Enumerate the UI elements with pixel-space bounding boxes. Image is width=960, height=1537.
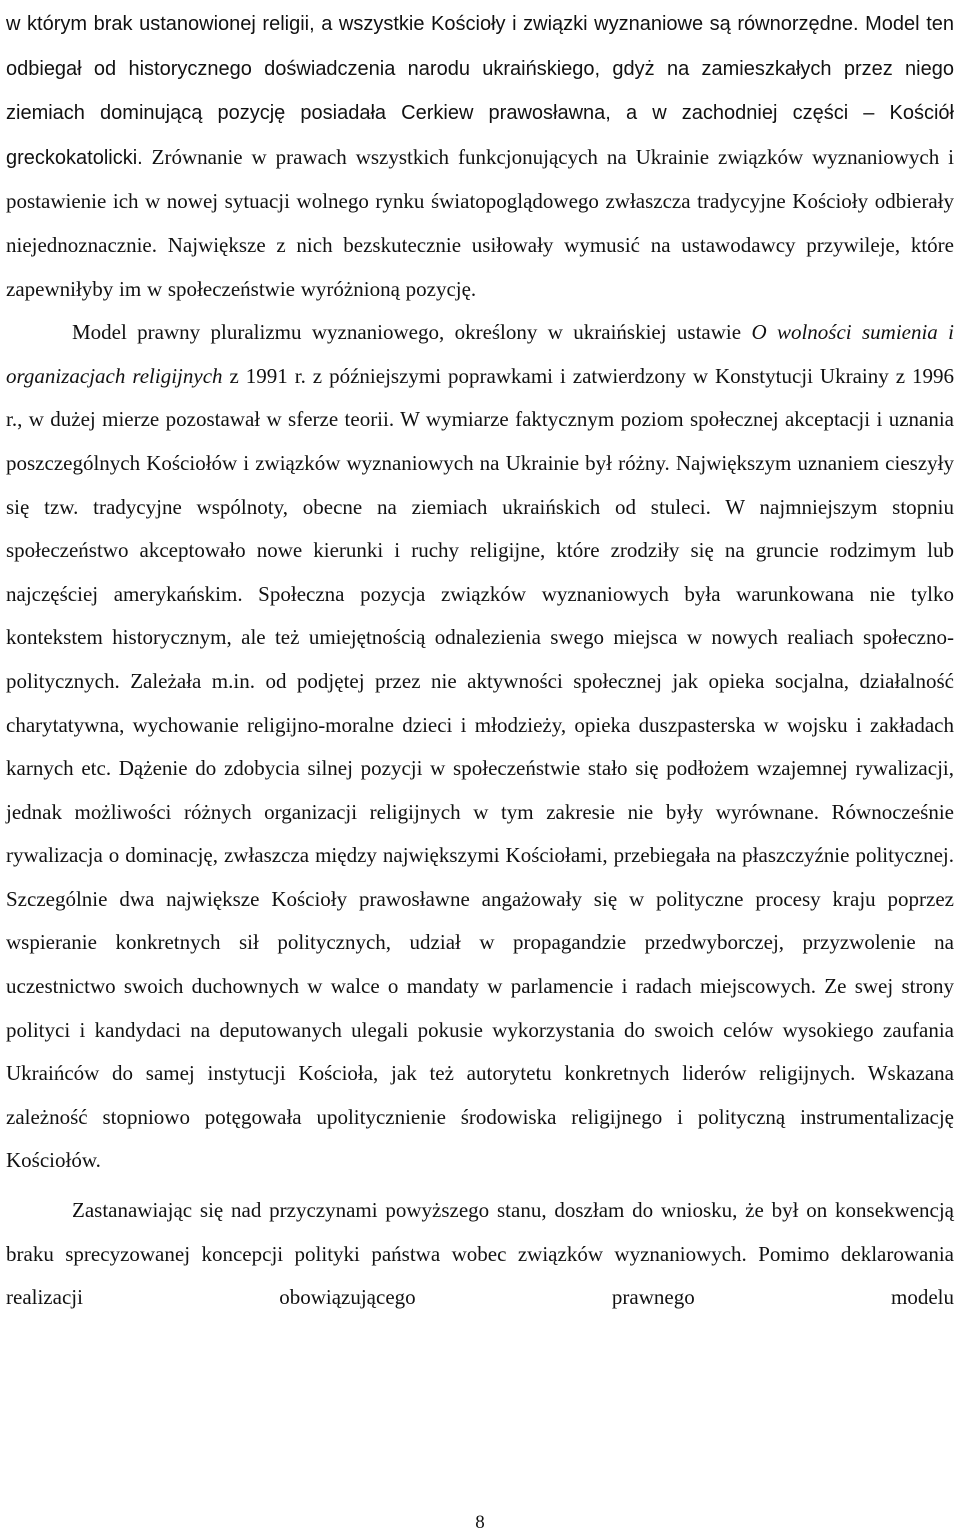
- paragraph-3: Zastanawiając się nad przyczynami powyższego stanu, doszłam do wniosku, że był on konsekwencją braku sprecyzowanej koncepcji polityki państwa wobec związków wyznaniowych. Pomimo deklarowania realizacji obowiązującego prawnego modelu: [6, 1198, 954, 1310]
- paragraph-2-body: z 1991 r. z późniejszymi poprawkami i zatwierdzony w Konstytucji Ukrainy z 1996 r., w dużej mierze pozostawał w sferze teorii. W wymiarze faktycznym poziom społecznej akceptacji i uznania poszczególnych Kościołów i związków wyznaniowych na Ukrainie był różny. Największym uznaniem cieszyły się tzw. tradycyjne wspólnoty, obecne na ziemiach ukraińskich od stuleci. W najmniejszym stopniu społeczeństwo akceptowało nowe kierunki i ruchy religijne, które zrodziły się na gruncie rodzimym lub najczęściej amerykańskim. Społeczna pozycja związków wyznaniowych była warunkowana nie tylko kontekstem historycznym, ale też umiejętnością odnalezienia swego miejsca w nowych realiach społeczno-politycznych. Zależała m.in. od podjętej przez nie aktywności społecznej jak opieka socjalna, działalność charytatywna, wychowanie religijno-moralne dzieci i młodzieży, opieka duszpasterska w wojsku i zakładach karnych etc. Dążenie do zdobycia silnej pozycji w społeczeństwie stało się podłożem wzajemnej rywalizacji, jednak możliwości różnych organizacji religijnych w tym zakresie nie były wyrównane. Równocześnie rywalizacja o dominację, zwłaszcza między największymi Kościołami, przebiegała na płaszczyźnie politycznej. Szczególnie dwa największe Kościoły prawosławne angażowały się w polityczne procesy kraju poprzez wspieranie konkretnych sił politycznych, udział w propagandzie przedwyborczej, przyzwolenie na uczestnictwo swoich duchownych w walce o mandaty w parlamencie i radach miejscowych. Ze swej strony polityci i kandydaci na deputowanych ulegali pokusie wykorzystania do swoich celów wysokiego zaufania Ukraińców do samej instytucji Kościoła, jak też autorytetu konkretnych liderów religijnych. Wskazana zależność stopniowo potęgowała upolitycznienie środowiska religijnego i polityczną instrumentalizację Kościołów.: [6, 363, 954, 1173]
- paragraph-2: [6, 311, 954, 1183]
- paragraph-1: [6, 0, 954, 311]
- paragraph-2-intro: Model prawny pluralizmu wyznaniowego, określony w ukraińskiej ustawie: [72, 320, 752, 345]
- law-title: O wolności sumienia i organizacjach religijnych: [6, 320, 954, 388]
- document-page: [6, 0, 954, 1320]
- paragraph-1-serif-text: Zrównanie w prawach wszystkich funkcjonujących na Ukrainie związków wyznaniowych i postawienie ich w nowej sytuacji wolnego rynku światopoglądowego zwłaszcza tradycyjne Kościoły odbierały niejednoznacznie. Największe z nich bezskutecznie usiłowały wymusić na ustawodawcy przywileje, które zapewniłyby im w społeczeństwie wyróżnioną pozycję.: [6, 144, 954, 301]
- paragraph-1-sans-text: w którym brak ustanowionej religii, a wszystkie Kościoły i związki wyznaniowe są równorzędne. Model ten odbiegał od historycznego doświadczenia narodu ukraińskiego, gdyż na zamieszkałych przez niego ziemiach dominującą pozycję posiadała Cerkiew prawosławna, a w zachodniej części – Kościół greckokatolicki.: [6, 13, 954, 169]
- page-number: 8: [475, 1512, 485, 1533]
